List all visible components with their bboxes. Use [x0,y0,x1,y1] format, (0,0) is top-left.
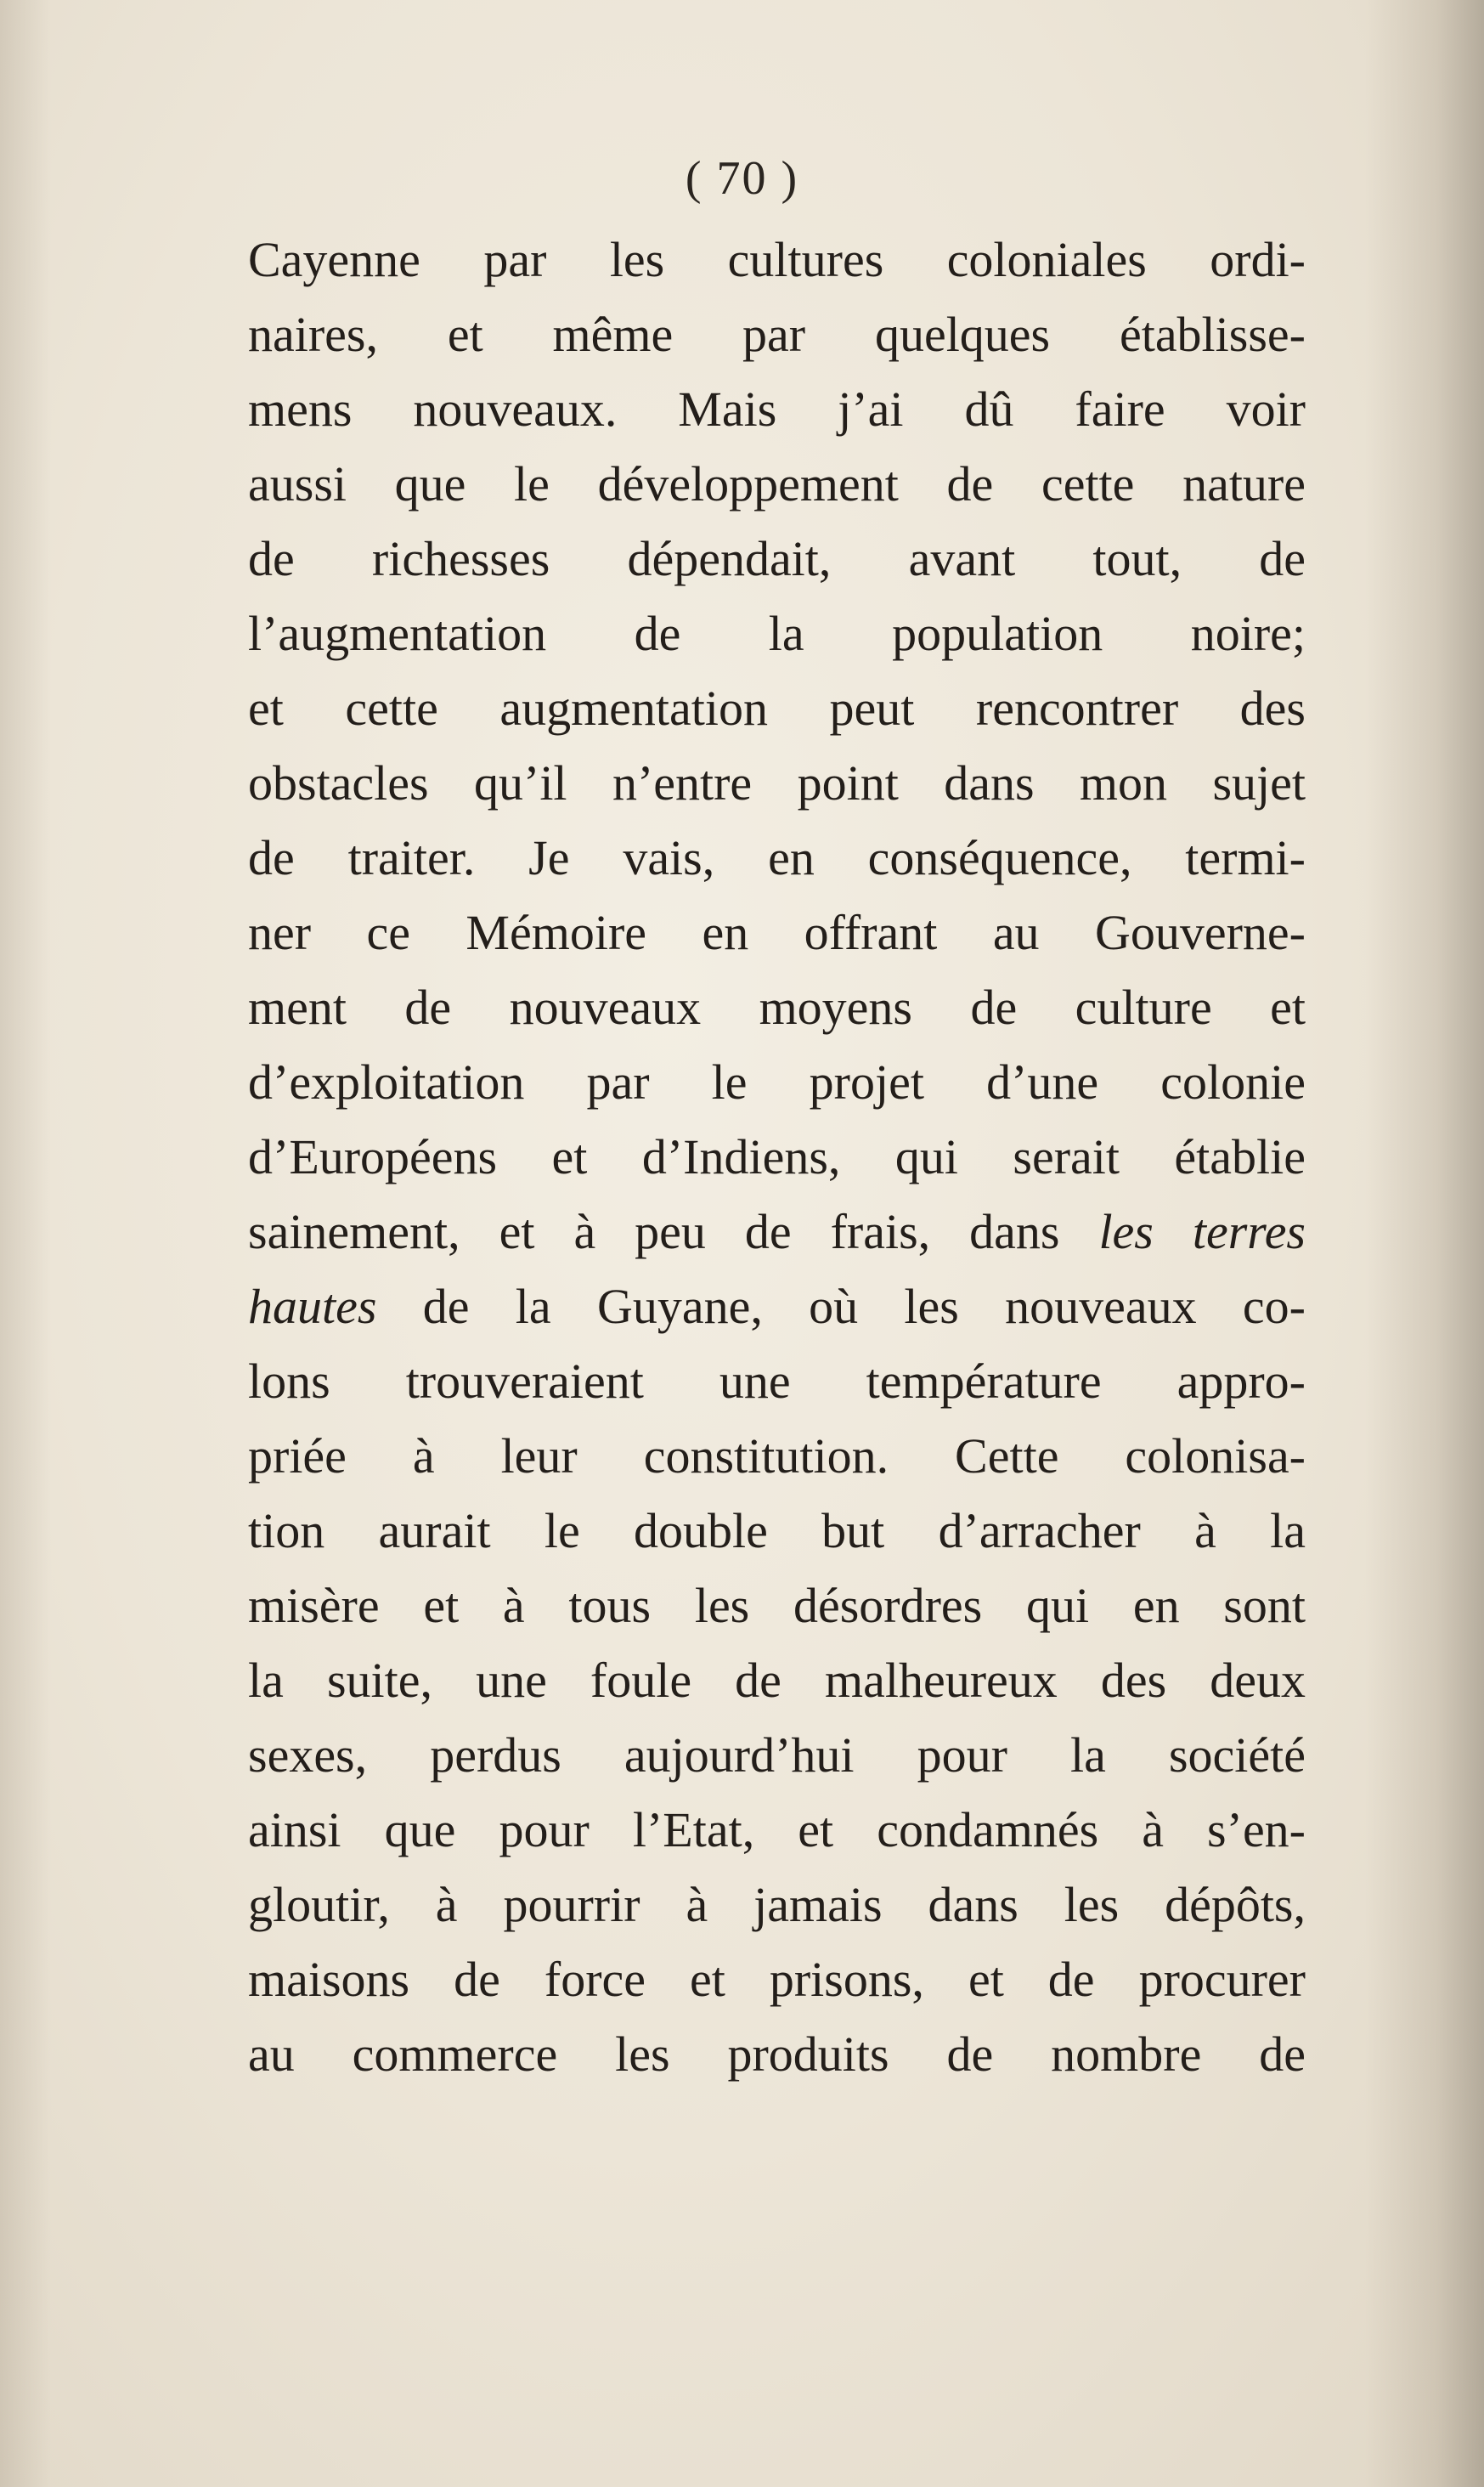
page-number: ( 70 ) [685,152,799,205]
italic-run: hautes [248,1279,377,1334]
text-line: obstacles qu’il n’entre point dans mon sujet [248,755,1306,811]
text-line: d’exploitation par le projet d’une colonie [248,1054,1306,1110]
text-line: priée à leur constitution. Cette colonisa- [248,1428,1306,1484]
italic-run: les terres [1098,1204,1306,1259]
text-line: naires, et même par quelques établisse- [248,307,1306,362]
text-line: d’Européens et d’Indiens, qui serait établie [248,1129,1306,1184]
page-gutter-shadow [0,0,51,2487]
text-line: aussi que le développement de cette nature [248,456,1306,512]
text-line: et cette augmentation peut rencontrer des [248,681,1306,736]
text-line: au commerce les produits de nombre de [248,2026,1306,2082]
text-line: de richesses dépendait, avant tout, de [248,531,1306,586]
text-line: misère et à tous les désordres qui en sont [248,1578,1306,1633]
page-edge-shadow [1365,0,1484,2487]
body-text [248,223,1306,2092]
text-line: ner ce Mémoire en offrant au Gouverne- [248,905,1306,960]
text-run: sainement, et à peu de frais, dans [248,1204,1099,1259]
text-line: tion aurait le double but d’arracher à la [248,1503,1306,1558]
text-line: de traiter. Je vais, en conséquence, termi- [248,830,1306,885]
text-line: Cayenne par les cultures coloniales ordi- [248,232,1306,287]
text-line: gloutir, à pourrir à jamais dans les dépôts, [248,1877,1306,1932]
text-line-mixed [248,1269,1306,1344]
text-line: sexes, perdus aujourd’hui pour la société [248,1727,1306,1783]
text-line-mixed [248,1195,1306,1269]
text-line: mens nouveaux. Mais j’ai dû faire voir [248,382,1306,437]
text-line: ment de nouveaux moyens de culture et [248,980,1306,1035]
text-run: de la Guyane, où les nouveaux co- [376,1279,1306,1334]
text-line: ainsi que pour l’Etat, et condamnés à s’en- [248,1802,1306,1857]
text-line: la suite, une foule de malheureux des deux [248,1653,1306,1708]
text-line: maisons de force et prisons, et de procurer [248,1952,1306,2007]
text-line: lons trouveraient une température appro- [248,1354,1306,1409]
text-line: l’augmentation de la population noire; [248,606,1306,661]
